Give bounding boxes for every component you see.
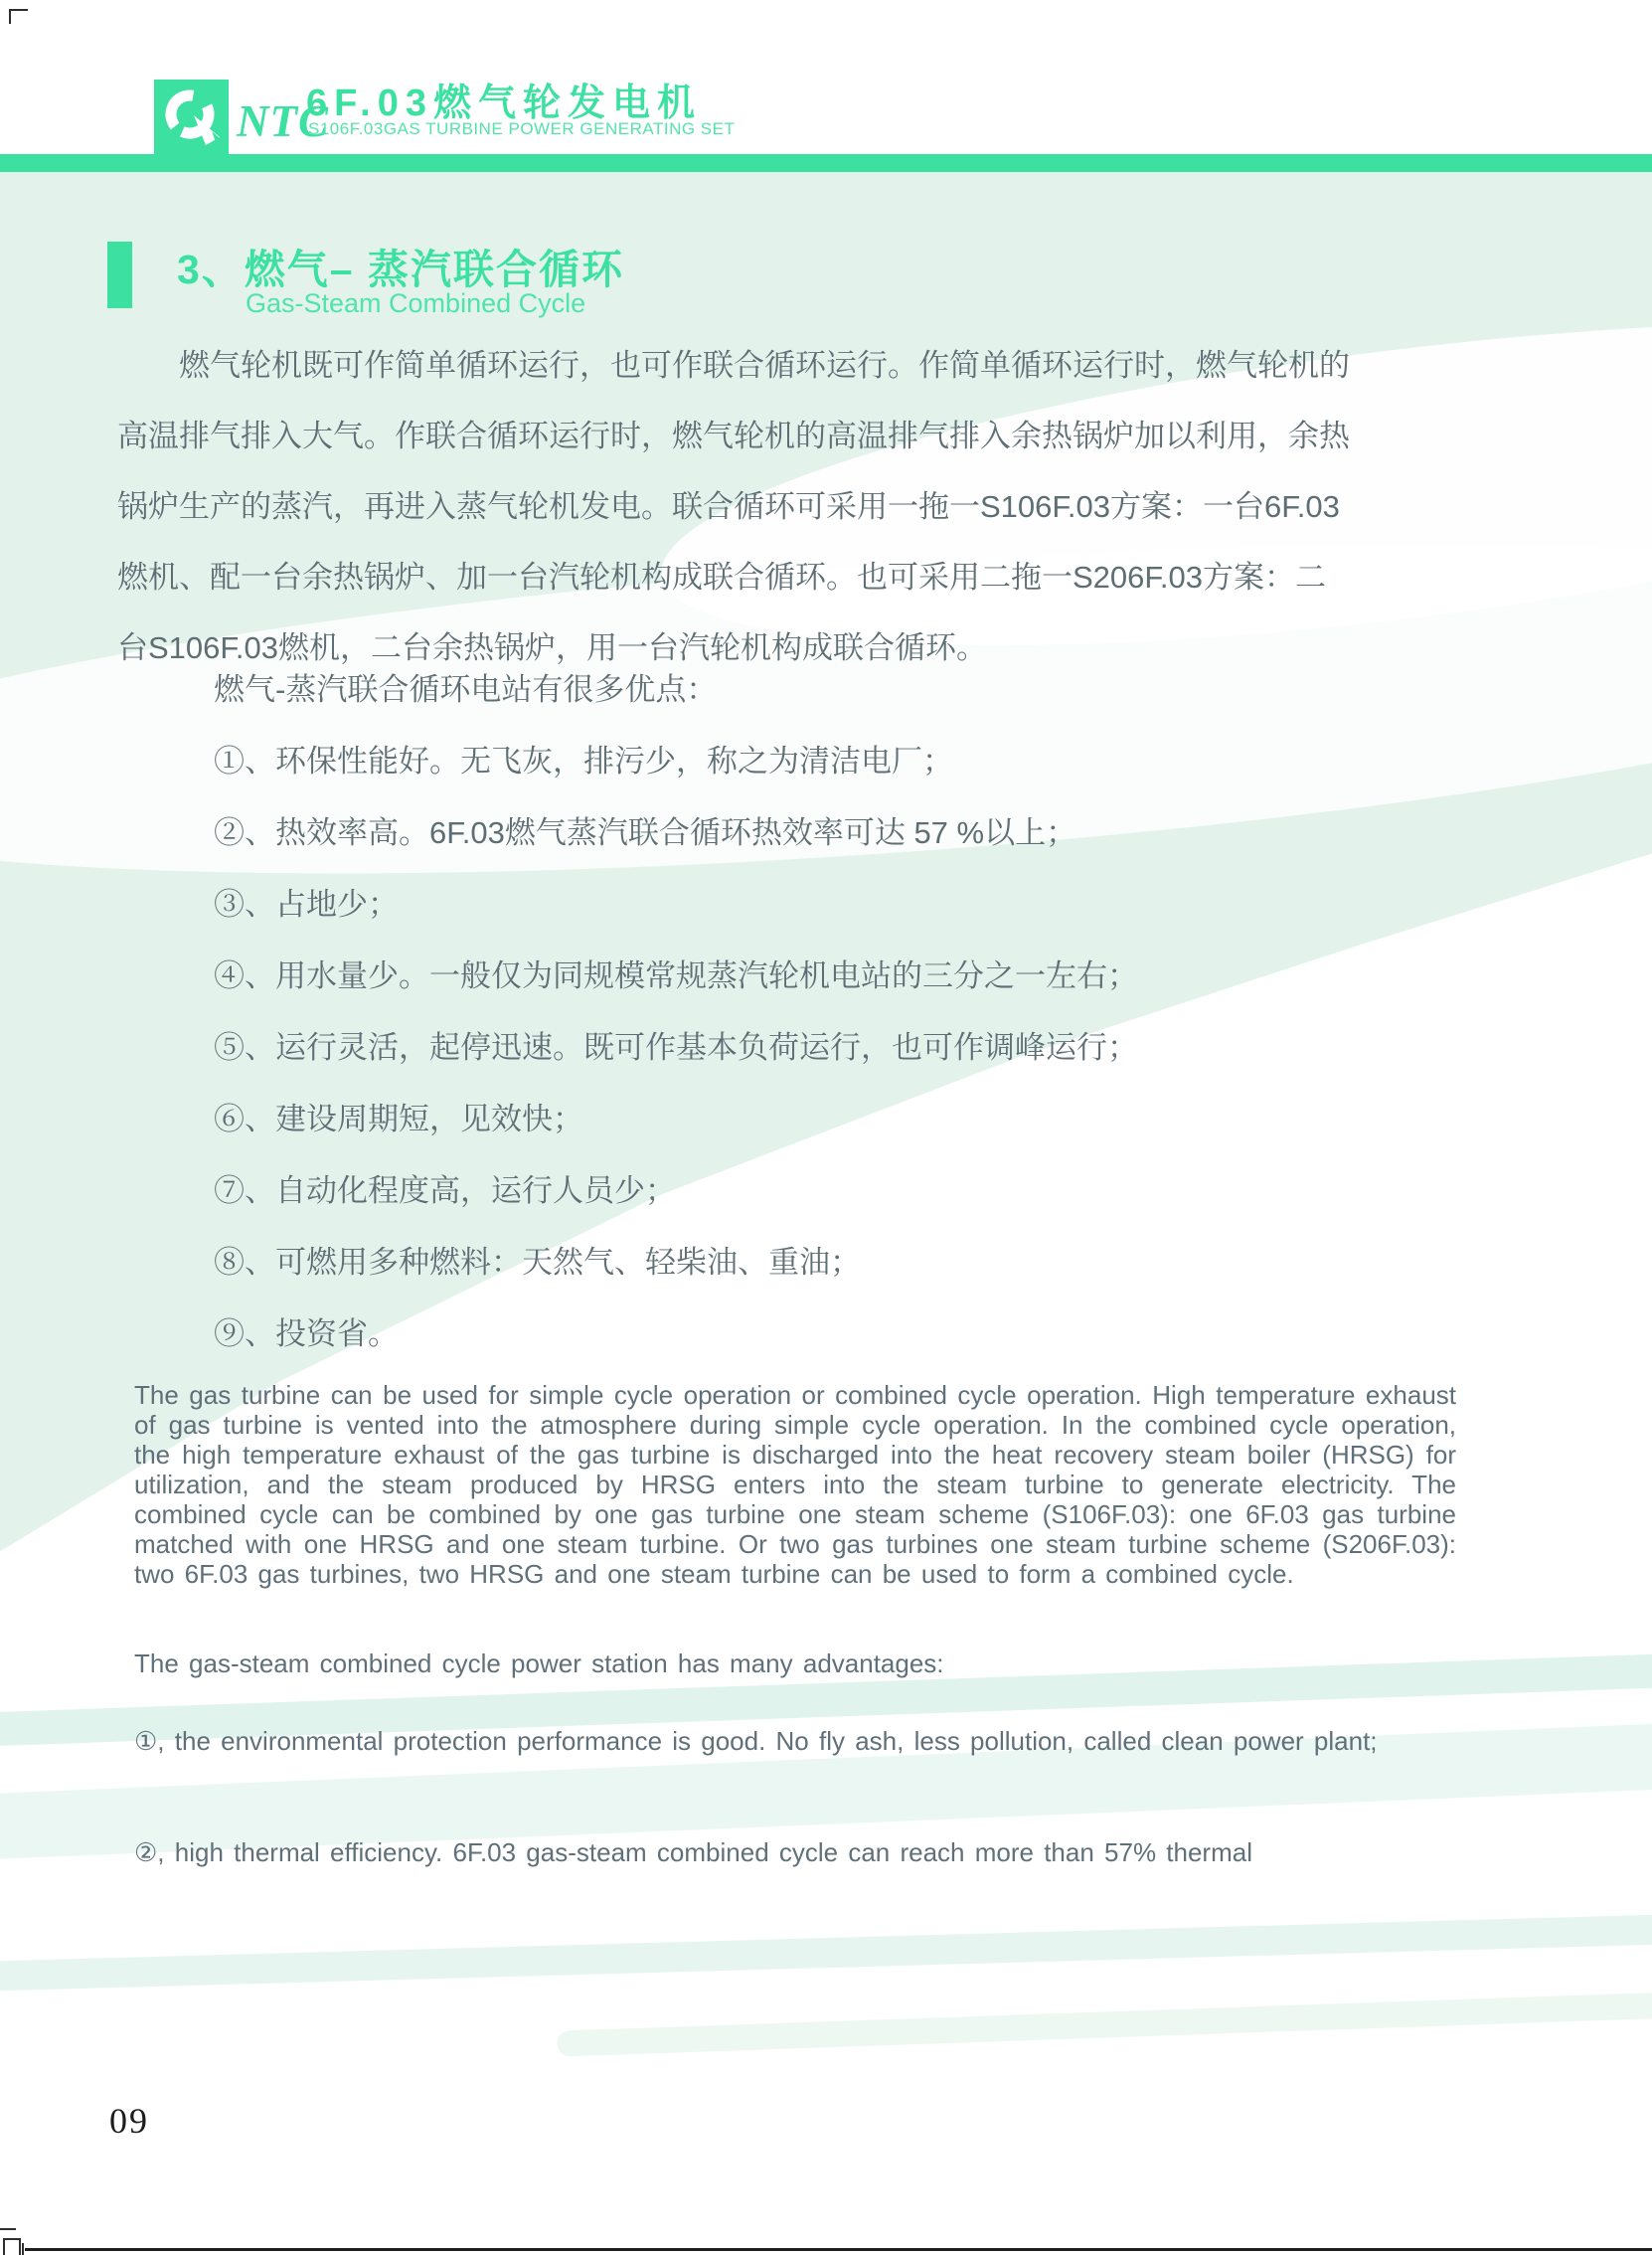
crop-mark-top-left — [9, 9, 28, 24]
paragraph-line: 燃气轮机既可作简单循环运行，也可作联合循环运行。作简单循环运行时，燃气轮机的 — [179, 348, 1350, 383]
list-item: ②、热效率高。6F.03燃气蒸汽联合循环热效率可达 57 %以上； — [214, 815, 1077, 850]
english-advantages-intro: The gas-steam combined cycle power station has many advantages: — [134, 1648, 944, 1678]
english-list-item: ②, high thermal efficiency. 6F.03 gas-steam combined cycle can reach more than 57% thermal — [134, 1837, 1252, 1867]
list-item: ⑦、自动化程度高，运行人员少； — [214, 1173, 676, 1208]
paragraph-line: 台S106F.03燃机，二台余热锅炉，用一台汽轮机构成联合循环。 — [117, 630, 987, 665]
paragraph-line: 高温排气排入大气。作联合循环运行时，燃气轮机的高温排气排入余热锅炉加以利用，余热 — [117, 419, 1350, 453]
crop-mark-bracket — [3, 2238, 21, 2255]
list-item: ⑧、可燃用多种燃料：天然气、轻柴油、重油； — [214, 1245, 861, 1280]
teal-brushstroke-decoration — [557, 1986, 1652, 2056]
section-subtitle-en: Gas-Steam Combined Cycle — [246, 288, 586, 318]
paragraph-line: 燃机、配一台余热锅炉、加一台汽轮机构成联合循环。也可采用二拖一S206F.03方案：二 — [117, 560, 1326, 595]
english-paragraph: The gas turbine can be used for simple cycle operation or combined cycle operation. High temperature exhaust of gas turbine is vented into the atmosphere during simple cycle operation. In the combined cycle operation, the high temperature exhaust of the gas turbine is discharged into the heat recovery steam boiler (HRSG) for utilization, and the steam produced by HRSG enters into the steam turbine to generate electricity. The combined cycle can be combined by one gas turbine one steam scheme (S106F.03): one 6F.03 gas turbine matched with one HRSG and one steam turbine. Or two gas turbines one steam turbine scheme (S206F.03): two 6F.03 gas turbines, two HRSG and one steam turbine can be used to form a combined cycle. — [134, 1380, 1456, 1589]
crop-mark-bottom-left — [0, 2228, 16, 2230]
paragraph-line: 锅炉生产的蒸汽，再进入蒸气轮机发电。联合循环可采用一拖一S106F.03方案：一台6F.03 — [117, 489, 1340, 524]
advantages-intro: 燃气-蒸汽联合循环电站有很多优点： — [214, 672, 718, 707]
header-subtitle: S106F.03GAS TURBINE POWER GENERATING SET — [308, 119, 736, 138]
english-list-item: ①, the environmental protection performance is good. No fly ash, less pollution, called clean power plant; — [134, 1726, 1378, 1756]
chinese-advantages-list — [214, 654, 1486, 1370]
bottom-rule-line — [25, 2248, 1652, 2251]
list-item: ①、环保性能好。无飞灰，排污少，称之为清洁电厂； — [214, 744, 953, 779]
logo-text: NTC — [237, 96, 329, 146]
page-number: 09 — [109, 2101, 149, 2141]
header-title: 6F.03燃气轮发电机 — [306, 83, 702, 124]
list-item: ⑤、运行灵活，起停迅速。既可作基本负荷运行，也可作调峰运行； — [214, 1030, 1138, 1065]
teal-brushstroke-decoration — [0, 1910, 1652, 1993]
section-accent-bar — [107, 242, 132, 308]
crop-mark-tick — [22, 2243, 24, 2255]
list-item: ③、占地少； — [214, 887, 399, 922]
header-divider-bar — [0, 154, 1652, 172]
list-item: ⑨、投资省。 — [214, 1316, 399, 1351]
section-title: 3、燃气– 蒸汽联合循环 — [177, 247, 624, 292]
list-item: ④、用水量少。一般仅为同规模常规蒸汽轮机电站的三分之一左右； — [214, 958, 1138, 993]
ntc-logo-icon — [154, 80, 229, 154]
list-item: ⑥、建设周期短，见效快； — [214, 1102, 583, 1136]
chinese-paragraph — [117, 330, 1459, 683]
